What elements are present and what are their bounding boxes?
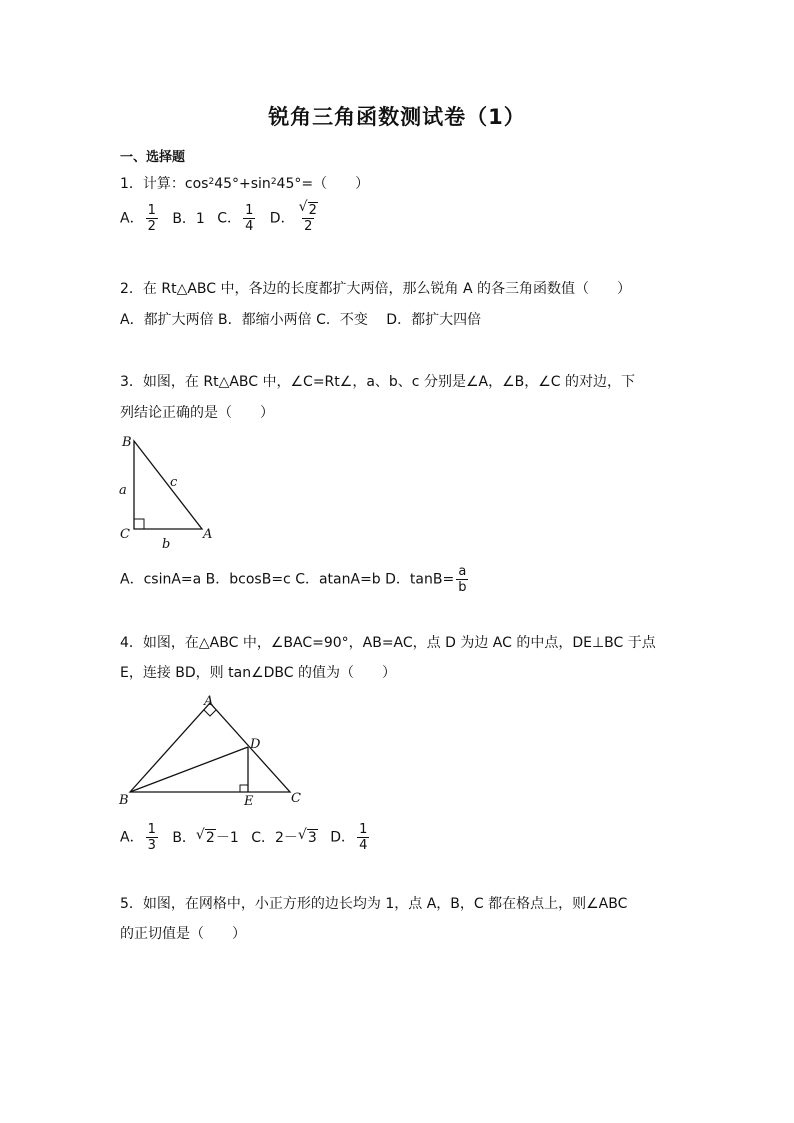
q5-stem-line2: 的正切值是（ ） (120, 926, 246, 942)
q4-options (120, 822, 379, 853)
fraction-numerator: 1 (147, 822, 156, 837)
q4-stem-line2: E，连接 BD，则 tan∠DBC 的值为（ ） (120, 665, 396, 681)
section-heading: 一、选择题 (120, 150, 186, 165)
radicand: 2 (205, 829, 215, 846)
q3-stem-line2: 列结论正确的是（ ） (120, 405, 274, 421)
sqrt-symbol (298, 199, 318, 218)
q3-right-triangle-figure (110, 430, 220, 552)
q4-option-d-fraction (357, 822, 369, 853)
q1-options (120, 199, 330, 234)
fraction-denominator: 4 (359, 838, 368, 853)
side-label-b: b (162, 537, 171, 552)
sqrt-symbol (297, 826, 318, 847)
q2-options: A．都扩大两倍 B．都缩小两倍 C．不变 D．都扩大四倍 (120, 312, 482, 328)
fraction-denominator: 2 (147, 219, 156, 234)
q2-stem: 2．在 Rt△ABC 中，各边的长度都扩大两倍，那么锐角 A 的各三角函数值（ ） (120, 281, 631, 297)
right-angle-mark-e (240, 785, 248, 792)
radical-sign: √ (297, 826, 307, 843)
page-title: 锐角三角函数测试卷（1） (268, 105, 526, 129)
q1-option-c-label: C． (217, 210, 242, 227)
q1-stem-mid: 45°+sin (214, 176, 271, 192)
q1-option-d-fraction (297, 199, 320, 234)
fraction-denominator: 4 (245, 219, 254, 234)
fraction-numerator: 1 (147, 203, 156, 218)
fraction-denominator: 3 (147, 838, 156, 853)
q4-option-b-tail: －1 (215, 829, 239, 846)
q3-option-d-fraction (456, 564, 468, 595)
radical-sign: √ (195, 826, 205, 843)
q4-option-a-fraction (146, 822, 158, 853)
fraction-numerator: 1 (245, 203, 254, 218)
radical-sign: √ (298, 199, 308, 215)
q4-option-b (172, 826, 239, 847)
side-label-c: c (170, 475, 178, 490)
point-label-e: E (244, 794, 254, 809)
vertex-label-a: A (203, 527, 213, 542)
q3-options (120, 564, 470, 595)
fraction-numerator (297, 199, 320, 218)
q4-option-b-label: B． (172, 829, 196, 846)
q4-triangle-figure (110, 692, 310, 810)
q4-option-a (120, 822, 160, 853)
segment-bd (130, 747, 248, 792)
q4-option-d (330, 822, 371, 853)
side-label-a: a (119, 483, 127, 498)
q1-stem (120, 175, 369, 193)
q3-options-text: A．csinA=a B．bcosB=c C．atanA=b D．tanB= (120, 571, 455, 588)
radicand: 2 (308, 203, 317, 218)
q1-stem-prefix: 1．计算：cos (120, 176, 209, 192)
q1-option-a-fraction (146, 203, 158, 234)
q4-option-a-label: A． (120, 829, 144, 846)
radicand: 3 (307, 829, 317, 846)
q3-stem-line1: 3．如图，在 Rt△ABC 中，∠C=Rt∠，a、b、c 分别是∠A，∠B，∠C 的对边，下 (120, 374, 635, 390)
vertex-label-c: C (120, 527, 130, 542)
vertex-label-b: B (119, 793, 129, 808)
vertex-label-a: A (204, 694, 214, 709)
triangle-abc (134, 441, 202, 529)
q5-stem-line1: 5．如图，在网格中，小正方形的边长均为 1，点 A，B，C 都在格点上，则∠ABC (120, 896, 628, 912)
q1-option-c (217, 203, 257, 234)
fraction-denominator: 2 (304, 219, 313, 234)
q4-option-d-label: D． (330, 829, 356, 846)
point-label-d: D (250, 737, 261, 752)
q4-stem-line1: 4．如图，在△ABC 中，∠BAC=90°，AB=AC，点 D 为边 AC 的中点，DE⊥BC 于点 (120, 635, 656, 651)
q1-sup1: 2 (208, 177, 215, 187)
q4-option-c-label: C．2－ (251, 829, 298, 846)
q1-option-d-label: D． (269, 210, 295, 227)
q1-option-a (120, 203, 160, 234)
right-angle-mark (134, 519, 144, 529)
fraction-numerator: 1 (359, 822, 368, 837)
q1-stem-suffix: 45°=（ ） (276, 176, 370, 192)
q4-option-c (251, 826, 318, 847)
fraction-denominator: b (458, 580, 467, 595)
sqrt-symbol (195, 826, 216, 847)
q1-sup2: 2 (270, 177, 277, 187)
q1-option-b: B．1 (172, 210, 205, 227)
fraction-numerator: a (458, 564, 467, 579)
q1-option-d (269, 199, 322, 234)
q1-option-a-label: A． (120, 210, 144, 227)
vertex-label-c: C (291, 791, 301, 806)
vertex-label-b: B (122, 435, 132, 450)
right-angle-mark-a (204, 710, 216, 716)
q1-option-c-fraction (243, 203, 255, 234)
